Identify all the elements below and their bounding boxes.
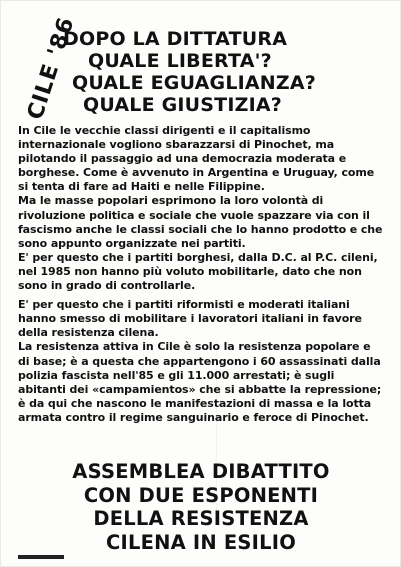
body-paragraph: La resistenza attiva in Cile è solo la resistenza popolare e di base; è a questa che appartengono i 60 assassinati dalla polizia fascista nell'85 e gli 11.000 arrestati; è sugli abitanti dei «campamientos» che si abbatte la repressione; è da qui che nascono le manifestazioni di massa e la lotta armata contro il regime sanguinario e feroce di Pinochet. xyxy=(18,340,382,424)
cile-86-stamp xyxy=(11,13,80,125)
body-paragraph: Ma le masse popolari esprimono la loro volontà di rivoluzione politica e sociale che vuole spazzare via con il fascismo anche le classi sociali che lo hanno prodotto e che sono appunto organizzate nei partiti. xyxy=(18,194,383,250)
body-text xyxy=(18,124,384,425)
headline-line: QUALE EGUAGLIANZA? xyxy=(72,72,317,94)
printer-mark xyxy=(18,555,64,559)
body-paragraph: E' per questo che i partiti riformisti e moderati italiani hanno smesso di mobilitare i lavoratori italiani in favore della resistenza cilena. xyxy=(18,298,362,340)
event-title xyxy=(21,460,381,554)
event-title-line: DELLA RESISTENZA xyxy=(93,507,309,530)
event-title-line: CILENA IN ESILIO xyxy=(106,530,296,554)
event-title-line: ASSEMBLEA DIBATTITO xyxy=(72,460,330,483)
stamp-graphic xyxy=(11,13,80,125)
headline xyxy=(63,28,363,116)
headline-line: QUALE LIBERTA'? xyxy=(88,50,272,72)
body-paragraph: In Cile le vecchie classi dirigenti e il capitalismo internazionale vogliono sbarazzarsi di Pinochet, ma pilotando il passaggio ad una democrazia moderata e borghese. Come è avvenuto in Argentina e Uruguay, come si tenta di fare ad Haiti e nelle Filippine. xyxy=(18,124,375,194)
headline-line: DOPO LA DITTATURA xyxy=(63,28,288,50)
body-paragraph: E' per questo che i partiti borghesi, dalla D.C. al P.C. cileni, nel 1985 non hanno più voluto mobilitarle, dato che non sono in grado di controllarle. xyxy=(18,250,378,293)
headline-line: QUALE GIUSTIZIA? xyxy=(83,94,282,116)
event-title-line: CON DUE ESPONENTI xyxy=(83,483,319,507)
stamp-text: CILE '86 xyxy=(22,13,80,123)
